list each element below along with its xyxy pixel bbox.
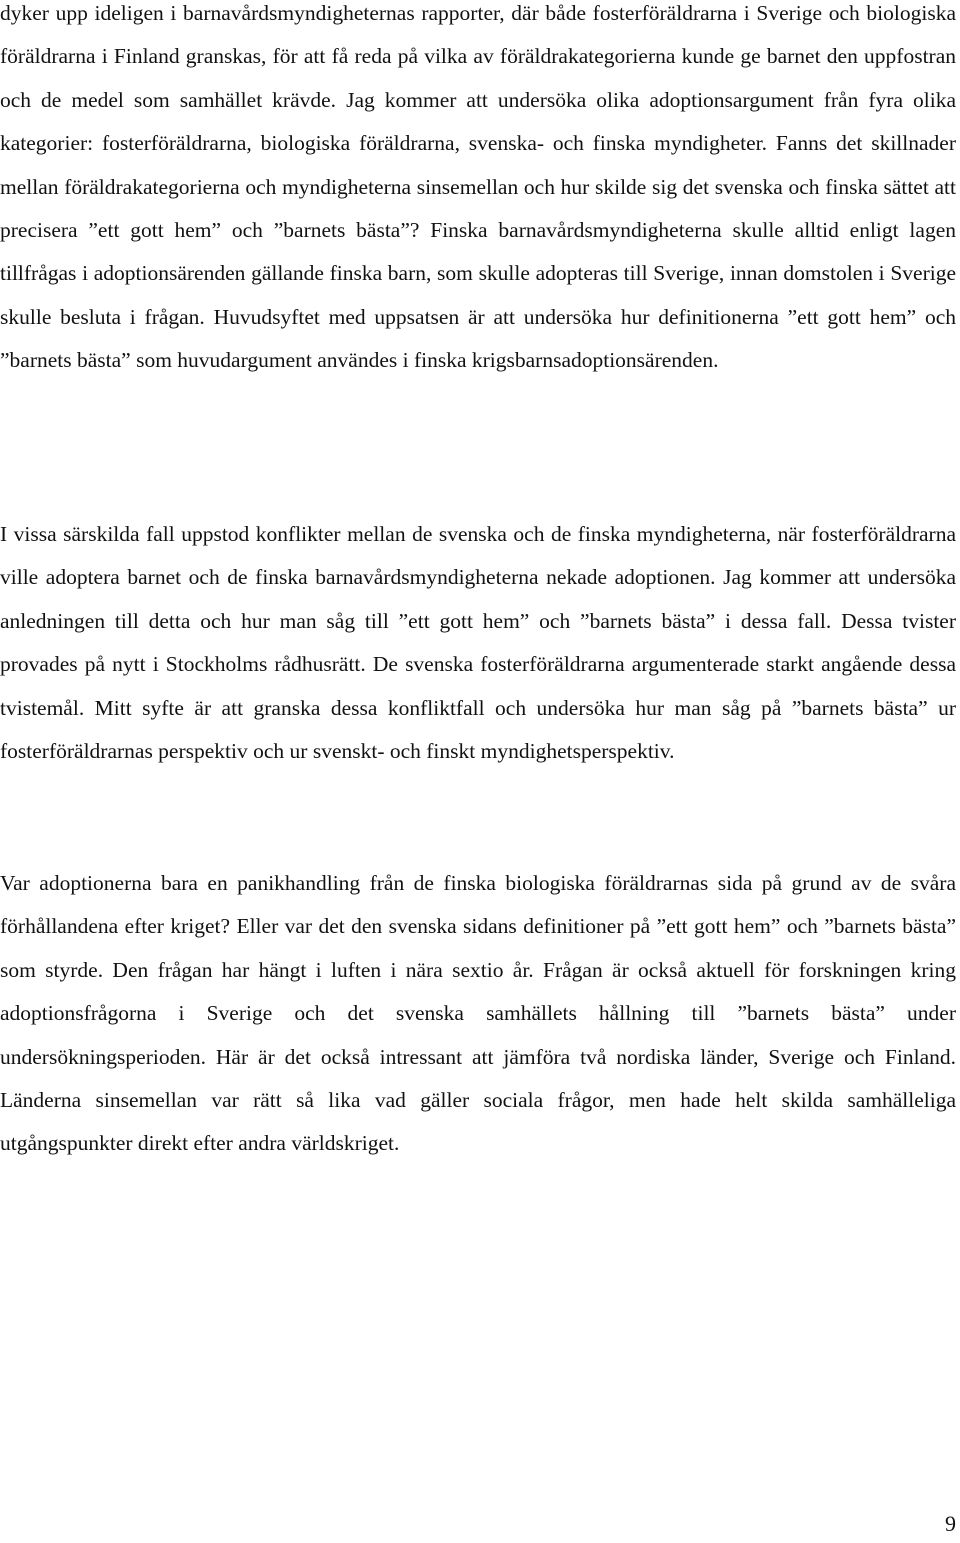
body-paragraph: I vissa särskilda fall uppstod konflikter mellan de svenska och de finska myndigheterna, när fosterföräldrarna ville adoptera barnet och de finska barnavårdsmyndigheterna nekade adoptionen. Jag kommer att undersöka anledningen till detta och hur man såg till ”ett gott hem” och ”barnets bästa” i dessa fall. Dessa tvister provades på nytt i Stockholms rådhusrätt. De svenska fosterföräldrarna argumenterade starkt angående dessa tvistemål. Mitt syfte är att granska dessa konfliktfall och undersöka hur man såg på ”barnets bästa” ur fosterföräldrarnas perspektiv och ur svenskt- och finskt myndighetsperspektiv. bbox=[0, 522, 956, 764]
body-paragraph: dyker upp ideligen i barnavårdsmyndigheternas rapporter, där både fosterföräldrarna i Sverige och biologiska föräldrarna i Finland granskas, för att få reda på vilka av föräldrakategorierna kunde ge barnet den uppfostran och de medel som samhället krävde. Jag kommer att undersöka olika adoptionsargument från fyra olika kategorier: fosterföräldrarna, biologiska föräldrarna, svenska- och finska myndigheter. Fanns det skillnader mellan föräldrakategorierna och myndigheterna sinsemellan och hur skilde sig det svenska och finska sättet att precisera ”ett gott hem” och ”barnets bästa”? Finska barnavårdsmyndigheterna skulle alltid enligt lagen tillfrågas i adoptionsärenden gällande finska barn, som skulle adopteras till Sverige, innan domstolen i Sverige skulle besluta i frågan. Huvudsyftet med uppsatsen är att undersöka hur definitionerna ”ett gott hem” och ”barnets bästa” som huvudargument användes i finska krigsbarnsadoptionsärenden. bbox=[0, 1, 956, 373]
page-number: 9 bbox=[945, 1511, 956, 1536]
body-paragraph: Var adoptionerna bara en panikhandling från de finska biologiska föräldrarnas sida på grund av de svåra förhållandena efter kriget? Eller var det den svenska sidans definitioner på ”ett gott hem” och ”barnets bästa” som styrde. Den frågan har hängt i luften i nära sextio år. Frågan är också aktuell för forskningen kring adoptionsfrågorna i Sverige och det svenska samhällets hållning till ”barnets bästa” under undersökningsperioden. Här är det också intressant att jämföra två nordiska länder, Sverige och Finland. Länderna sinsemellan var rätt så lika vad gäller sociala frågor, men hade helt skilda samhälleliga utgångspunkter direkt efter andra världskriget. bbox=[0, 871, 956, 1156]
